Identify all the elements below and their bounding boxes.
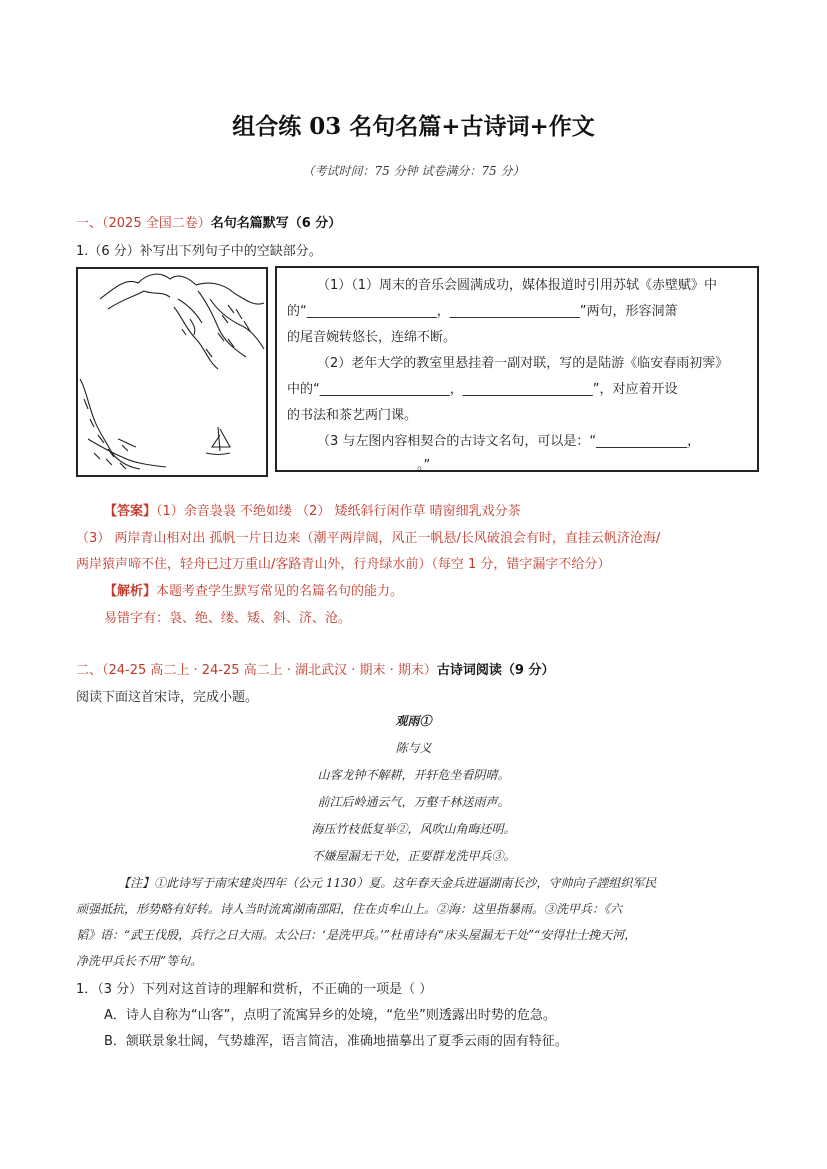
fill-in-question-box bbox=[275, 266, 759, 472]
box-line-1: （1）（1）周末的音乐会圆满成功，媒体报道时引用苏轼《赤壁赋》中 bbox=[317, 278, 718, 293]
note-line-3: 韬》语：“武王伐殷，兵行之日大雨。太公曰：‘是洗甲兵。’”杜甫诗有“床头屋漏无干处”“安得壮士挽天河， bbox=[76, 928, 637, 942]
section2-name: 古诗词阅读（9 分） bbox=[436, 663, 555, 678]
box-line-7: （3 与左图内容相契合的古诗文名句，可以是：“______________， bbox=[317, 434, 701, 449]
box-line-2: 的“____________________，____________________”两句，形容洞箫 bbox=[287, 304, 678, 319]
box-line-3: 的尾音婉转悠长，连绵不断。 bbox=[287, 330, 457, 345]
question-1-stem: 1.（6 分）补写出下列句子中的空缺部分。 bbox=[76, 244, 322, 259]
section1-prefix: 一、（2025 全国二卷） bbox=[76, 216, 211, 231]
poem-line-1: 山客龙钟不解耕，开轩危坐看阴晴。 bbox=[317, 768, 510, 782]
answer-text-1: （1）余音袅袅 不绝如缕 （2） 矮纸斜行闲作草 晴窗细乳戏分茶 bbox=[156, 504, 521, 519]
answer-line-1 bbox=[104, 500, 521, 519]
poem-author: 陈与义 bbox=[395, 741, 432, 755]
poem-title: 观雨① bbox=[395, 714, 432, 728]
box-line-8: ____________________。” bbox=[287, 458, 431, 473]
option-a: A．诗人自称为“山客”，点明了流寓异乡的处境，“危坐”则透露出时势的危急。 bbox=[104, 1008, 556, 1023]
landscape-ink-painting-icon bbox=[76, 267, 268, 477]
note-line-4: 净洗甲兵长不用”等句。 bbox=[76, 954, 203, 968]
analysis-line bbox=[104, 580, 403, 599]
typo-line: 易错字有：袅、绝、缕、矮、斜、济、沧。 bbox=[104, 611, 352, 626]
page-title: 组合练 03 名句名篇+古诗词+作文 bbox=[232, 113, 595, 140]
analysis-text: 本题考查学生默写常见的名篇名句的能力。 bbox=[156, 584, 404, 599]
section1-heading bbox=[76, 212, 341, 231]
note-line-2: 顽强抵抗，形势略有好转。诗人当时流寓湖南邵阳，住在贞牟山上。②海：这里指暴雨。③洗甲兵：《六 bbox=[76, 902, 623, 916]
analysis-label: 【解析】 bbox=[104, 584, 157, 599]
exam-info: （考试时间：75 分钟 试卷满分：75 分） bbox=[302, 164, 525, 178]
section2-prefix: 二、（24-25 高二上 · 24-25 高二上 · 湖北武汉 · 期末 · 期末） bbox=[76, 663, 437, 678]
poem-line-2: 前江后岭通云气，万壑千林送雨声。 bbox=[317, 795, 510, 809]
box-line-5: 中的“____________________，____________________”，对应着开设 bbox=[287, 382, 678, 397]
question-2-1-stem: 1．（3 分）下列对这首诗的理解和赏析，不正确的一项是（ ） bbox=[76, 982, 433, 997]
box-line-6: 的书法和茶艺两门课。 bbox=[287, 408, 418, 423]
poem-line-4: 不嫌屋漏无干处，正要群龙洗甲兵③。 bbox=[311, 849, 516, 863]
answer-line-2: （3） 两岸青山相对出 孤帆一片日边来（潮平两岸阔，风正一帆悬/长风破浪会有时，直挂云帆济沧海/ bbox=[76, 531, 661, 546]
box-line-4: （2）老年大学的教室里悬挂着一副对联，写的是陆游《临安春雨初霁》 bbox=[317, 356, 729, 371]
option-b: B．颔联景象壮阔，气势雄浑，语言简洁，准确地描摹出了夏季云雨的固有特征。 bbox=[104, 1034, 568, 1049]
section1-name: 名句名篇默写（6 分） bbox=[210, 216, 342, 231]
note-line-1: 【注】①此诗写于南宋建炎四年（公元 1130）夏。这年春天金兵进逼湖南长沙，守帅向子諲组织军民 bbox=[118, 876, 657, 890]
poem-line-3: 海压竹枝低复举②，风吹山角晦还明。 bbox=[311, 822, 516, 836]
section2-heading bbox=[76, 659, 554, 678]
answer-label: 【答案】 bbox=[104, 504, 157, 519]
reading-instruction: 阅读下面这首宋诗，完成小题。 bbox=[76, 690, 259, 705]
answer-line-3: 两岸猿声啼不住，轻舟已过万重山/客路青山外，行舟绿水前）（每空 1 分，错字漏字不给分） bbox=[76, 557, 611, 572]
